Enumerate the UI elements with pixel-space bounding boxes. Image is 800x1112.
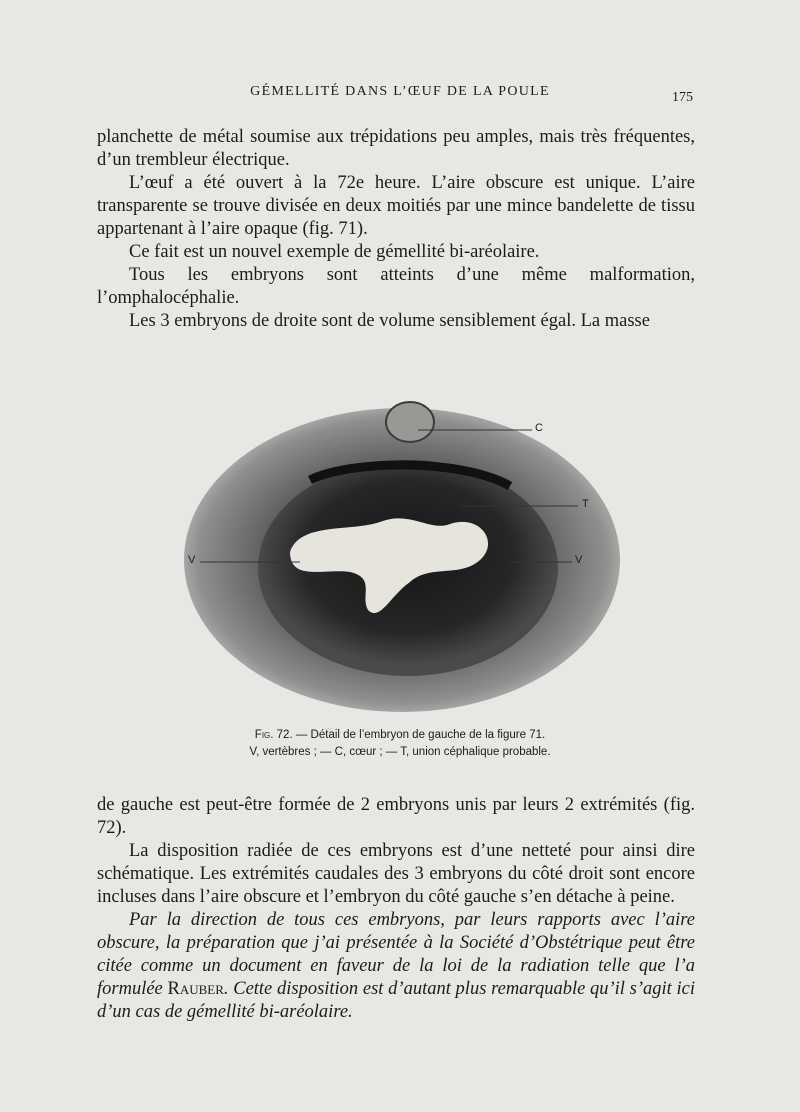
embryo-micrograph-figure (180, 382, 625, 712)
label-v-left: V (188, 554, 196, 566)
paragraph: Ce fait est un nouvel exemple de gémellité bi-aréolaire. (129, 242, 540, 262)
figure-caption (120, 727, 680, 761)
author-name: Rauber (167, 979, 224, 999)
label-v-right: V (575, 554, 583, 566)
paragraph: La disposition radiée de ces embryons est d’une netteté pour ainsi dire schématique. Les extrémités caudales des 3 embryons du côté droit sont encore incluses dans l’aire obscure et l’embryon du côté gauche s’en détache à peine. (97, 841, 695, 907)
paragraph: de gauche est peut-être formée de 2 embryons unis par leurs 2 extrémités (fig. 72). (97, 795, 695, 838)
closing-paragraph (97, 909, 695, 1024)
caption-line-1: — Détail de l’embryon de gauche de la figure 71. (295, 729, 546, 741)
paragraph: Les 3 embryons de droite sont de volume sensiblement égal. La masse (129, 311, 650, 331)
page-number: 175 (672, 90, 693, 105)
label-c: C (535, 422, 543, 434)
caption-figure-number: Fig. 72. (254, 729, 293, 741)
heart-structure (386, 402, 434, 442)
closing-text: Par la direction de tous ces embryons, par leurs rapports avec l’aire obscure, la préparation que j’ai présentée à la Société d’Obstétrique peut être citée comme un document en faveur de la loi de la radiation telle que l’a formulée (97, 910, 695, 999)
paragraph: Tous les embryons sont atteints d’une même malformation, l’omphalocéphalie. (97, 265, 695, 308)
embryo-micrograph (180, 382, 625, 712)
paragraph: planchette de métal soumise aux trépidations peu amples, mais très fréquentes, d’un trembleur électrique. (97, 127, 695, 170)
paragraph: L’œuf a été ouvert à la 72e heure. L’aire obscure est unique. L’aire transparente se trouve divisée en deux moitiés par une mince bandelette de tissu appartenant à l’aire opaque (fig. 71). (97, 173, 695, 239)
closing-text-end: . Cette disposition est d’autant plus remarquable qu’il s’agit ici d’un cas de gémellité bi-aréolaire. (97, 979, 695, 1022)
label-t: T (582, 498, 589, 510)
bottom-text-block (97, 794, 695, 1024)
caption-line-2: V, vertèbres ; — C, cœur ; — T, union céphalique probable. (249, 746, 551, 758)
running-title: GÉMELLITÉ DANS L’ŒUF DE LA POULE (250, 84, 550, 99)
top-text-block (97, 126, 695, 333)
